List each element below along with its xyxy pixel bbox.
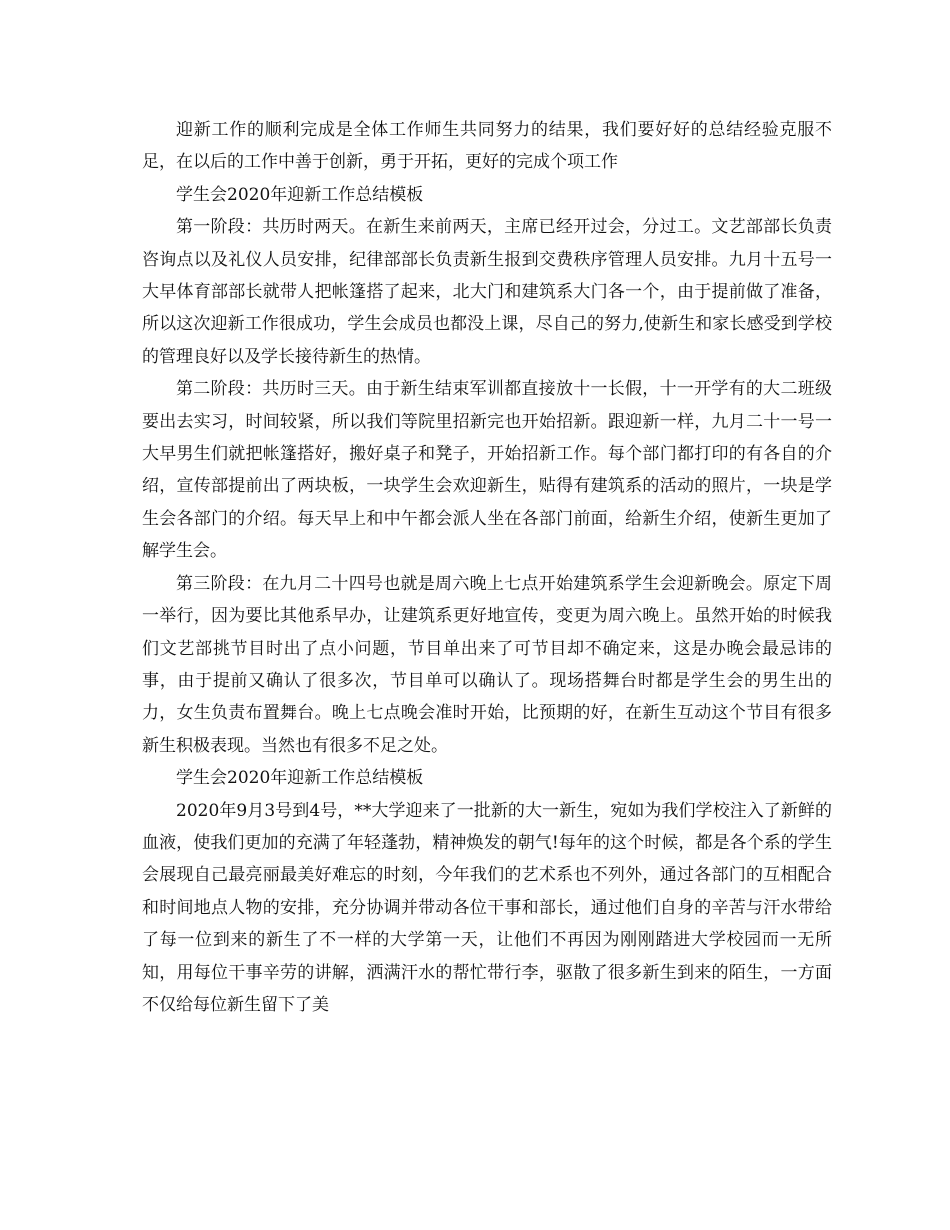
paragraph-stage-three: 第三阶段：在九月二十四号也就是周六晚上七点开始建筑系学生会迎新晚会。原定下周一举行，因为要比其他系早办，让建筑系更好地宣传，变更为周六晚上。虽然开始的时候我们文艺部挑节目时出了点小问题，节目单出来了可节目却不确定来，这是办晚会最忌讳的事，由于提前又确认了很多次，节目单可以确认了。现场搭舞台时都是学生会的男生出的力，女生负责布置舞台。晚上七点晚会准时开始，比预期的好，在新生互动这个节目有很多新生积极表现。当然也有很多不足之处。 xyxy=(142,573,832,756)
document-page xyxy=(142,114,832,1021)
paragraph-closing-summary: 迎新工作的顺利完成是全体工作师生共同努力的结果，我们要好好的总结经验克服不足，在以后的工作中善于创新，勇于开拓，更好的完成个项工作 xyxy=(142,120,832,173)
paragraph-stage-two: 第二阶段：共历时三天。由于新生结束军训都直接放十一长假，十一开学有的大二班级要出去实习，时间较紧，所以我们等院里招新完也开始招新。跟迎新一样，九月二十一号一大早男生们就把帐篷搭好，搬好桌子和凳子，开始招新工作。每个部门都打印的有各自的介绍，宣传部提前出了两块板，一块学生会欢迎新生，贴得有建筑系的活动的照片，一块是学生会各部门的介绍。每天早上和中午都会派人坐在各部门前面，给新生介绍，使新生更加了解学生会。 xyxy=(142,379,832,562)
section-title: 学生会2020年迎新工作总结模板 xyxy=(176,768,424,789)
section-title: 学生会2020年迎新工作总结模板 xyxy=(176,184,424,205)
paragraph-art-department: 2020年9月3号到4号，**大学迎来了一批新的大一新生，宛如为我们学校注入了新鲜的血液，使我们更加的充满了年轻蓬勃，精神焕发的朝气!每年的这个时候，都是各个系的学生会展现自己最亮丽最美好难忘的时刻，今年我们的艺术系也不列外，通过各部门的互相配合和时间地点人物的安排，充分协调并带动各位干事和部长，通过他们自身的辛苦与汗水带给了每一位到来的新生了不一样的大学第一天，让他们不再因为刚刚踏进大学校园而一无所知，用每位干事辛劳的讲解，洒满汗水的帮忙带行李，驱散了很多新生到来的陌生，一方面不仅给每位新生留下了美 xyxy=(142,800,832,1015)
paragraph-stage-one: 第一阶段：共历时两天。在新生来前两天，主席已经开过会，分过工。文艺部部长负责咨询点以及礼仪人员安排，纪律部部长负责新生报到交费秩序管理人员安排。九月十五号一大早体育部部长就带人把帐篷搭了起来，北大门和建筑系大门各一个，由于提前做了准备，所以这次迎新工作很成功，学生会成员也都没上课，尽自己的努力,使新生和家长感受到学校的管理良好以及学长接待新生的热情。 xyxy=(142,217,832,367)
